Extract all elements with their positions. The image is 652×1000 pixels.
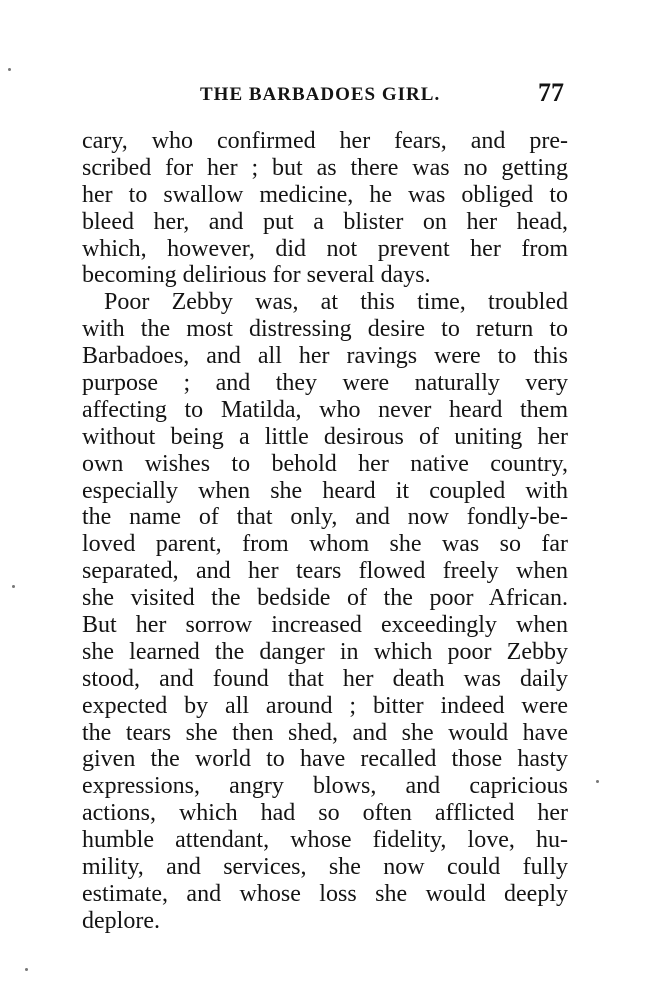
- text-line: separated, and her tears flowed freely when: [82, 558, 568, 585]
- text-line: purpose ; and they were naturally very: [82, 370, 568, 397]
- paragraph-1: [82, 128, 568, 289]
- text-line: cary, who confirmed her fears, and pre-: [82, 128, 568, 154]
- text-line: affecting to Matilda, who never heard them: [82, 396, 568, 423]
- text-line: scribed for her ; but as there was no getting: [82, 154, 568, 181]
- text-line: humble attendant, whose fidelity, love, hu-: [82, 827, 568, 854]
- text-line: bleed her, and put a blister on her head,: [82, 208, 568, 235]
- page-number: 77: [538, 78, 564, 107]
- text-line: becoming delirious for several days.: [82, 262, 431, 289]
- text-line: Barbadoes, and all her ravings were to this: [82, 343, 568, 370]
- text-line: Poor Zebby was, at this time, troubled: [104, 289, 568, 316]
- text-line: the name of that only, and now fondly-be-: [82, 504, 568, 531]
- text-line: mility, and services, she now could fully: [82, 854, 568, 881]
- text-line: the tears she then shed, and she would have: [82, 719, 568, 746]
- text-line: own wishes to behold her native country,: [82, 450, 568, 477]
- text-line: stood, and found that her death was daily: [82, 665, 568, 692]
- page-header: [82, 78, 568, 112]
- text-line: But her sorrow increased exceedingly when: [82, 612, 568, 639]
- text-line: expressions, angry blows, and capricious: [82, 773, 568, 800]
- text-line: given the world to have recalled those hasty: [82, 746, 568, 773]
- text-line: which, however, did not prevent her from: [82, 235, 568, 262]
- text-line: loved parent, from whom she was so far: [82, 531, 568, 558]
- paper-speck: [25, 968, 28, 971]
- text-line: actions, which had so often afflicted her: [82, 800, 568, 827]
- paper-speck: [596, 780, 599, 783]
- text-line: expected by all around ; bitter indeed were: [82, 692, 568, 719]
- running-title: THE BARBADOES GIRL.: [200, 84, 441, 105]
- text-line: she learned the danger in which poor Zebby: [82, 638, 568, 665]
- text-line: without being a little desirous of uniting her: [82, 423, 568, 450]
- paragraph-2: [82, 289, 568, 934]
- body-text: [82, 128, 568, 935]
- text-line: estimate, and whose loss she would deeply: [82, 880, 568, 907]
- text-line: deplore.: [82, 907, 160, 934]
- text-line: her to swallow medicine, he was obliged to: [82, 181, 568, 208]
- text-line: especially when she heard it coupled with: [82, 477, 568, 504]
- paper-speck: [12, 585, 15, 588]
- paper-speck: [8, 68, 11, 71]
- text-line: she visited the bedside of the poor African.: [82, 585, 568, 612]
- text-line: with the most distressing desire to return to: [82, 316, 568, 343]
